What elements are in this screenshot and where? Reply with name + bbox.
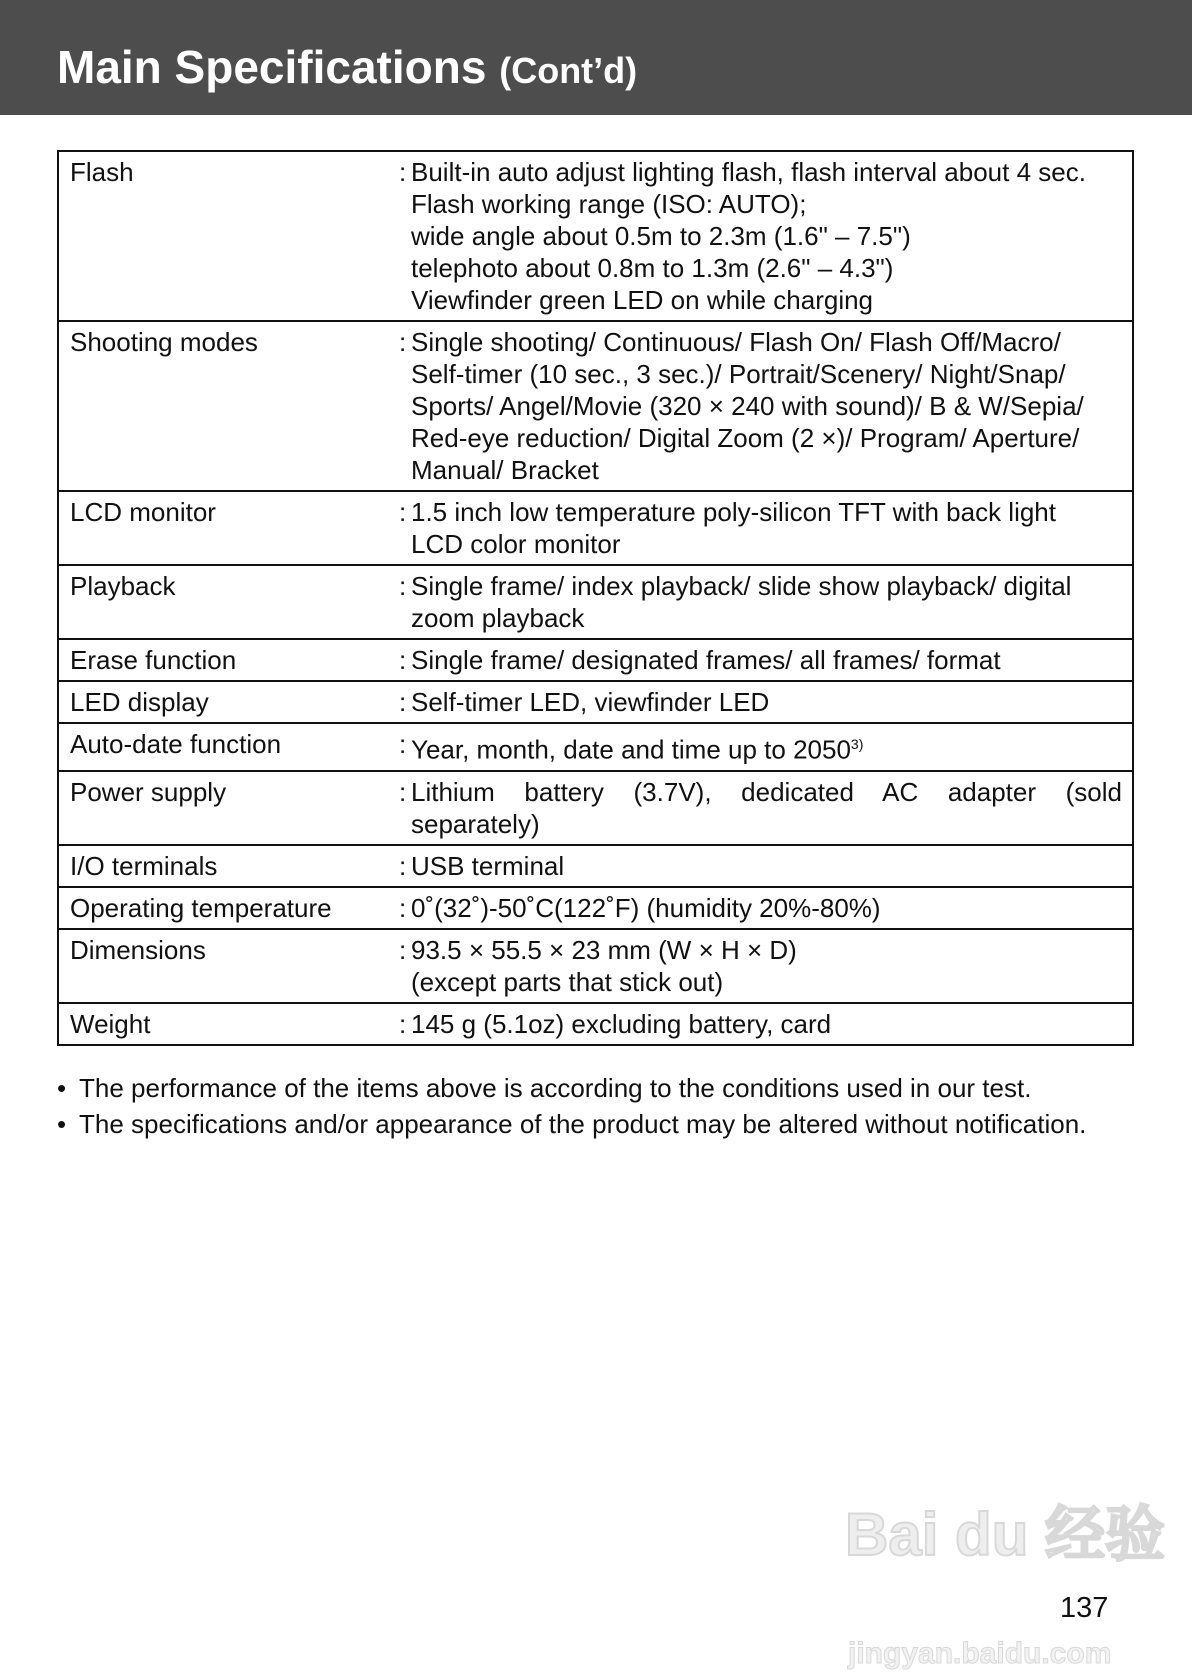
spec-row [58,565,1133,639]
spec-value-text: Sports/ Angel/Movie (320 × 240 with sound)/ B & W/Sepia/ [411,391,1084,421]
colon: : [399,681,411,723]
spec-value [411,565,1133,639]
spec-value-line [411,570,1122,602]
spec-label: Operating temperature [58,887,399,929]
spec-value-line [411,422,1122,454]
title-main: Main Specifications [57,41,487,93]
spec-label: Shooting modes [58,321,399,491]
spec-value-text: Single frame/ designated frames/ all frames/ format [411,645,1001,675]
bullet: • [57,1109,67,1139]
spec-label: Dimensions [58,929,399,1003]
spec-value [411,151,1133,321]
spec-value-text: Year, month, date and time up to 2050 [411,734,851,765]
spec-value-line [411,188,1122,220]
spec-value-line [411,284,1122,316]
spec-row [58,1003,1133,1045]
spec-label: Power supply [58,771,399,845]
spec-value-text: 145 g (5.1oz) excluding battery, card [411,1008,832,1039]
colon: : [399,1003,411,1045]
spec-label: Auto-date function [58,723,399,771]
spec-value-text: Self-timer LED, viewfinder LED [411,687,770,717]
colon: : [399,929,411,1003]
spec-value-line [411,358,1122,390]
spec-row [58,929,1133,1003]
spec-value-line [411,934,1122,966]
title-subtitle: (Cont’d) [499,50,638,91]
spec-value [411,1003,1133,1045]
spec-label: I/O terminals [58,845,399,887]
spec-row [58,321,1133,491]
spec-value-text: 1.5 inch low temperature poly-silicon TFT with back light [411,497,1056,527]
note-item [57,1106,1134,1142]
spec-value-line [411,892,1122,924]
spec-row [58,151,1133,321]
spec-row [58,723,1133,771]
spec-value-line [411,850,1122,882]
spec-value-line [411,602,1122,634]
colon: : [399,723,411,771]
colon: : [399,151,411,321]
spec-label: Erase function [58,639,399,681]
spec-value-text: Flash working range (ISO: AUTO); [411,189,807,219]
spec-value-text: USB terminal [411,850,565,881]
colon: : [399,321,411,491]
spec-value-text: Lithium battery (3.7V), dedicated AC adapter (sold [411,776,1122,807]
spec-row [58,491,1133,565]
spec-value-line [411,966,1122,998]
spec-label: LED display [58,681,399,723]
baidu-watermark-logo: Bai du 经验 [845,1501,1166,1568]
page-header [0,0,1192,115]
spec-value-text: Manual/ Bracket [411,455,599,485]
spec-value-text: wide angle about 0.5m to 2.3m (1.6" – 7.5") [411,221,911,251]
spec-value-text: 0˚(32˚)-50˚C(122˚F) (humidity 20%-80%) [411,892,881,923]
spec-value-text: zoom playback [411,603,585,633]
spec-value-text: separately) [411,808,540,839]
spec-value-text: Self-timer (10 sec., 3 sec.)/ Portrait/Scenery/ Night/Snap/ [411,359,1066,389]
colon: : [399,845,411,887]
spec-value-text: Single frame/ index playback/ slide show playback/ digital [411,571,1072,601]
spec-value-line [411,220,1122,252]
spec-row [58,771,1133,845]
note-text: The specifications and/or appearance of the product may be altered without notification. [79,1109,1087,1139]
spec-value [411,491,1133,565]
spec-value-line [411,644,1122,676]
spec-value-text: Single shooting/ Continuous/ Flash On/ Flash Off/Macro/ [411,327,1061,357]
spec-row [58,639,1133,681]
spec-value [411,681,1133,723]
spec-value-line [411,728,1122,766]
spec-value [411,771,1133,845]
spec-value-text: LCD color monitor [411,529,621,559]
note-text: The performance of the items above is according to the conditions used in our test. [79,1073,1032,1103]
spec-value-line [411,156,1122,188]
spec-row [58,887,1133,929]
spec-row [58,681,1133,723]
spec-value-line [411,496,1122,528]
spec-value-line [411,454,1122,486]
spec-label: LCD monitor [58,491,399,565]
spec-value-line [411,252,1122,284]
spec-value-line [411,326,1122,358]
colon: : [399,491,411,565]
spec-value-line [411,390,1122,422]
spec-value-text: Built-in auto adjust lighting flash, flash interval about 4 sec. [411,157,1086,187]
spec-value-line [411,808,1122,840]
specifications-table [57,150,1134,1046]
spec-label: Flash [58,151,399,321]
spec-value-text: (except parts that stick out) [411,966,724,997]
spec-value-text: Red-eye reduction/ Digital Zoom (2 ×)/ Program/ Aperture/ [411,423,1080,453]
page-number: 137 [1060,1592,1109,1624]
spec-value [411,723,1133,771]
spec-value [411,845,1133,887]
spec-value-text: Viewfinder green LED on while charging [411,285,874,315]
note-item [57,1070,1134,1106]
colon: : [399,639,411,681]
colon: : [399,771,411,845]
spec-label: Weight [58,1003,399,1045]
spec-value-line [411,776,1122,808]
page-title [57,40,637,94]
notes [57,1070,1134,1142]
spec-value-line [411,686,1122,718]
spec-value [411,887,1133,929]
spec-value-line [411,1008,1122,1040]
spec-value-text: telephoto about 0.8m to 1.3m (2.6" – 4.3") [411,253,894,283]
footnote-marker: 3) [850,736,864,752]
spec-value-line [411,528,1122,560]
spec-row [58,845,1133,887]
spec-value [411,321,1133,491]
colon: : [399,565,411,639]
spec-value [411,929,1133,1003]
baidu-watermark-url: jingyan.baidu.com [848,1637,1112,1670]
spec-label: Playback [58,565,399,639]
spec-value [411,639,1133,681]
spec-value-text: 93.5 × 55.5 × 23 mm (W × H × D) [411,934,797,965]
bullet: • [57,1073,67,1103]
colon: : [399,887,411,929]
